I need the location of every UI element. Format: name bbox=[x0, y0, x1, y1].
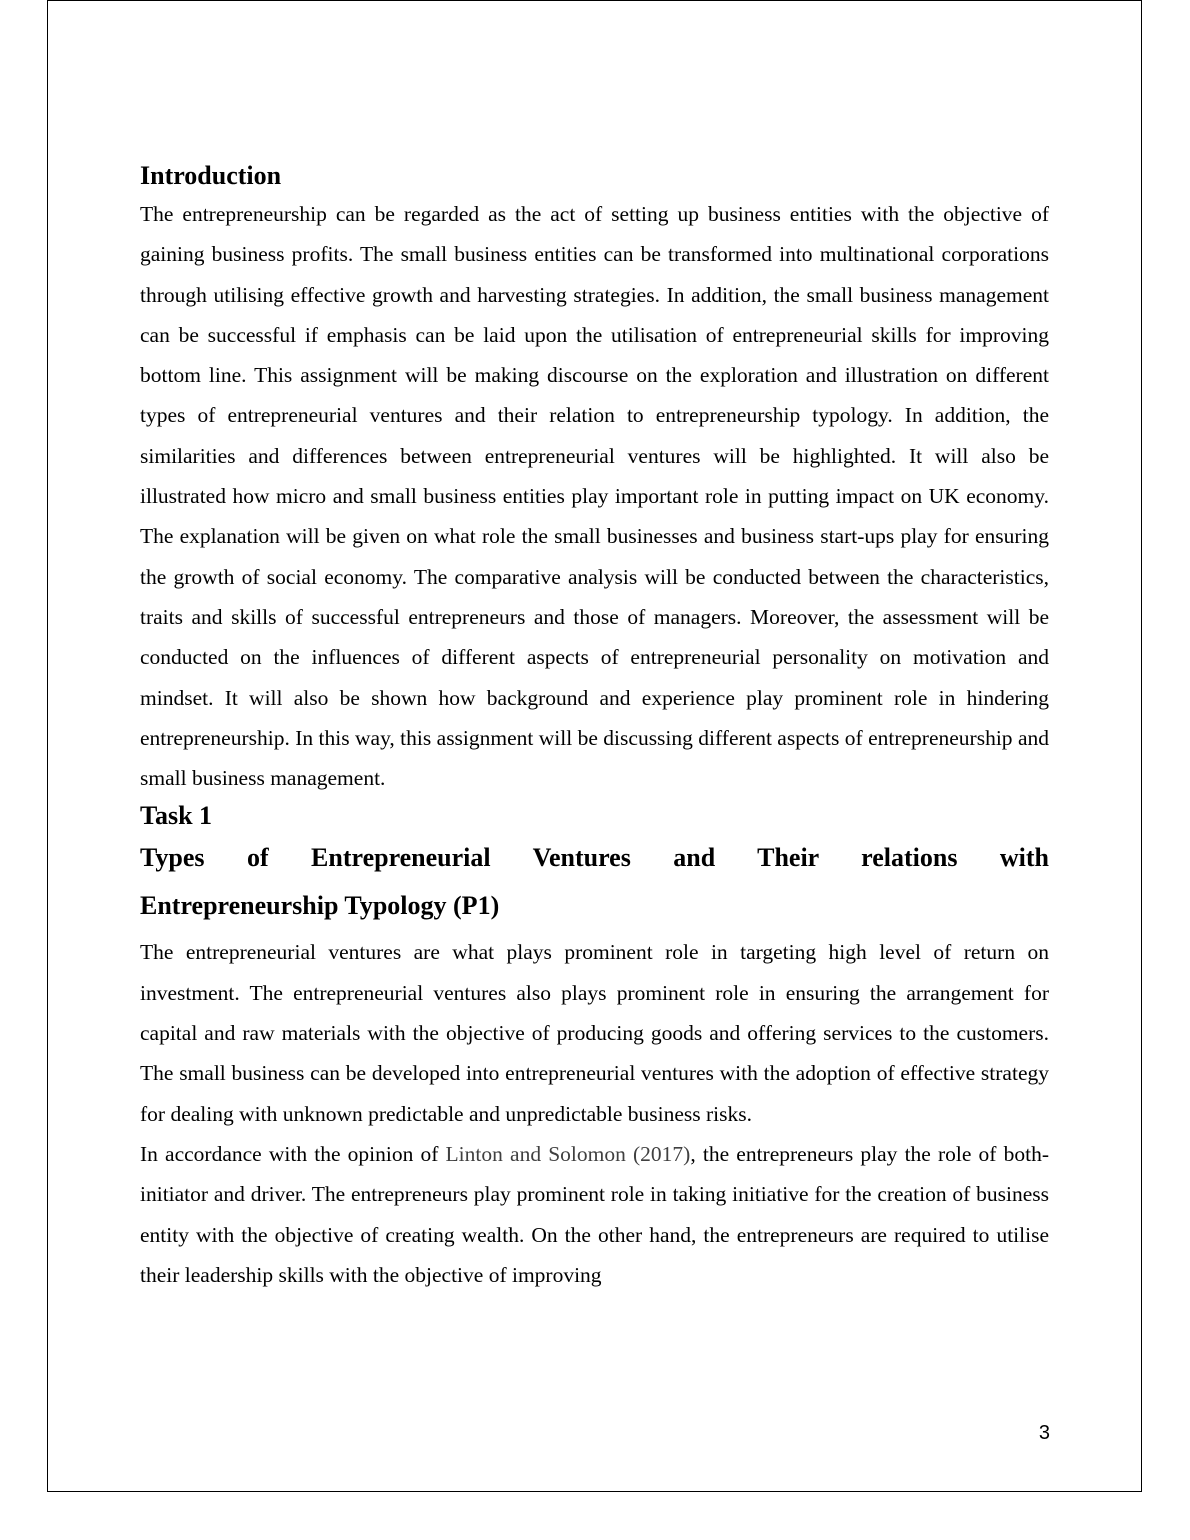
citation: Linton and Solomon (2017) bbox=[445, 1141, 691, 1166]
task1-heading: Task 1 bbox=[140, 801, 213, 831]
introduction-paragraph: The entrepreneurship can be regarded as the act of setting up business entities with the objective of gaining business profits. The small business entities can be transformed into multinational corporations through utilising effective growth and harvesting strategies. In addition, the small business management can be successful if emphasis can be laid upon the utilisation of entrepreneurial skills for improving bottom line. This assignment will be making discourse on the exploration and illustration on different types of entrepreneurial ventures and their relation to entrepreneurship typology. In addition, the similarities and differences between entrepreneurial ventures will be highlighted. It will also be illustrated how micro and small business entities play important role in putting impact on UK economy. The explanation will be given on what role the small businesses and business start-ups play for ensuring the growth of social economy. The comparative analysis will be conducted between the characteristics, traits and skills of successful entrepreneurs and those of managers. Moreover, the assessment will be conducted on the influences of different aspects of entrepreneurial personality on motivation and mindset. It will also be shown how background and experience play prominent role in hindering entrepreneurship. In this way, this assignment will be discussing different aspects of entrepreneurship and small business management. bbox=[140, 202, 1049, 791]
task1-subheading-line1: Types of Entrepreneurial Ventures and Their relations with bbox=[140, 843, 1049, 873]
paragraph-prefix: In accordance with the opinion of bbox=[140, 1141, 446, 1166]
task1-paragraph-1: The entrepreneurial ventures are what plays prominent role in targeting high level of return on investment. The entrepreneurial ventures also plays prominent role in ensuring the arrangement for capital and raw materials with the objective of producing goods and offering services to the customers. The small business can be developed into entrepreneurial ventures with the adoption of effective strategy for dealing with unknown predictable and unpredictable business risks. bbox=[140, 940, 1049, 1126]
introduction-heading: Introduction bbox=[140, 161, 282, 190]
page-number: 3 bbox=[1038, 1422, 1050, 1444]
document-body bbox=[140, 158, 1049, 1295]
task1-paragraph-2 bbox=[140, 1134, 1049, 1295]
task1-subheading-line2: Entrepreneurship Typology (P1) bbox=[140, 891, 500, 921]
paragraph-rest: , the entrepreneurs play the role of both-initiator and driver. The entrepreneurs play prominent role in taking initiative for the creation of business entity with the objective of creating wealth. On the other hand, the entrepreneurs are required to utilise their leadership skills with the objective of improving bbox=[140, 1141, 1049, 1287]
